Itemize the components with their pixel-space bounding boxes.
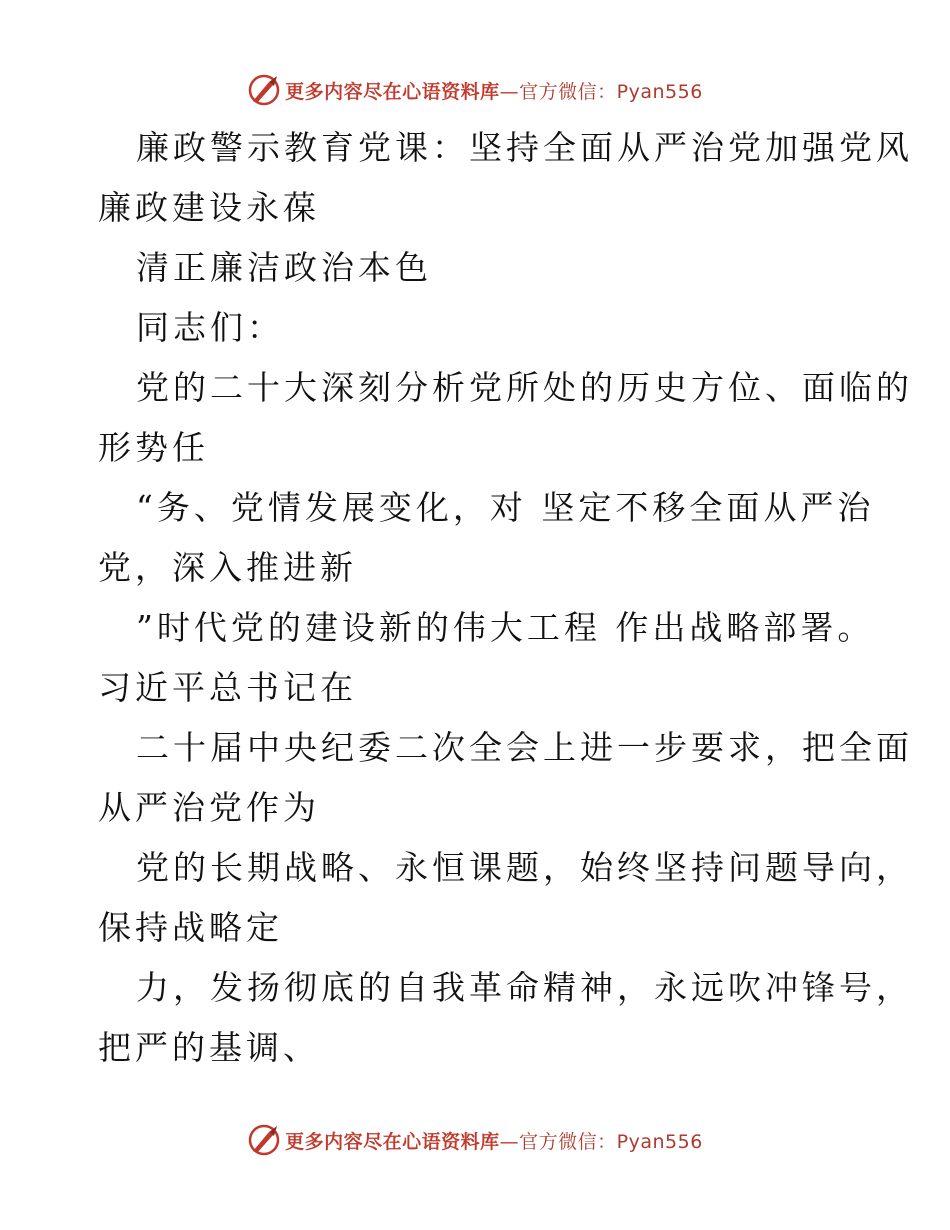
banner-dash: — [499,80,520,103]
banner-dash: — [499,1130,520,1153]
document-body [98,118,913,1078]
wechat-id: 官方微信：Pyan556 [519,80,703,103]
quill-pen-logo-icon [247,1123,281,1157]
quill-pen-logo-icon [247,73,281,107]
paragraph-line: 党的长期战略、永恒课题，始终坚持问题导向， [136,848,913,887]
paragraph-line: “务、党情发展变化，对 坚定不移全面从严治 [136,488,875,527]
title-line-2: 廉政建设永葆 [98,188,320,227]
paragraph-line: 力，发扬彻底的自我革命精神，永远吹冲锋号， [136,968,913,1007]
wechat-id: 官方微信：Pyan556 [519,1130,703,1153]
paragraph-line: 党，深入推进新 [98,548,357,587]
site-name: 更多内容尽在心语资料库 [285,80,500,103]
paragraph-line: 习近平总书记在 [98,668,357,707]
footer-banner-text [285,1127,703,1154]
paragraph-line: 把严的基调、 [98,1028,320,1067]
paragraph-line: 形势任 [98,428,209,467]
header-banner [0,70,950,110]
paragraph-line: 保持战略定 [98,908,283,947]
salutation: 同志们： [136,308,284,347]
paragraph-line: 党的二十大深刻分析党所处的历史方位、面临的 [136,368,913,407]
site-name: 更多内容尽在心语资料库 [285,1130,500,1153]
paragraph-line: ”时代党的建设新的伟大工程 作出战略部署。 [136,608,875,647]
paragraph-line: 从严治党作为 [98,788,320,827]
title-line-1: 廉政警示教育党课：坚持全面从严治党加强党风 [136,128,913,167]
paragraph-line: 二十届中央纪委二次全会上进一步要求，把全面 [136,728,913,767]
footer-banner [0,1120,950,1160]
title-line-3: 清正廉洁政治本色 [136,248,432,287]
header-banner-text [285,77,703,104]
